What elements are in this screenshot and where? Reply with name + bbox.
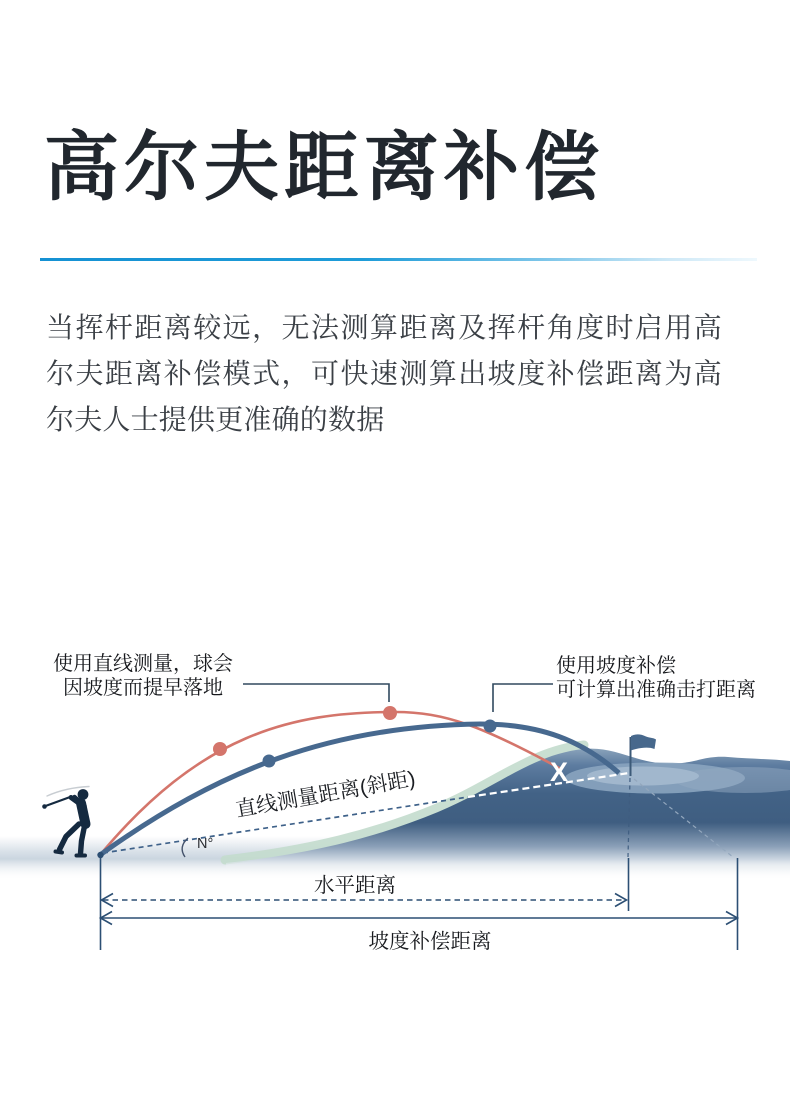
callout-slope-line2: 可计算出准确击打距离 bbox=[556, 678, 756, 701]
compensated-trajectory-dot bbox=[263, 755, 276, 768]
callout-straight-line2: 因坡度而提早落地 bbox=[63, 676, 223, 699]
horizontal-distance-label: 水平距离 bbox=[314, 874, 396, 897]
accent-divider bbox=[40, 258, 757, 261]
origin-dot bbox=[97, 852, 103, 858]
slope-compensated-distance-label: 坡度补偿距离 bbox=[368, 930, 492, 953]
landing-x-marker: X bbox=[550, 757, 569, 787]
slant-distance-label: 直线测量距离(斜距) bbox=[233, 767, 418, 822]
angle-label: N° bbox=[197, 836, 214, 852]
callout-straight-measure bbox=[44, 653, 242, 700]
callout-straight-line1: 使用直线测量，球会 bbox=[53, 653, 233, 675]
intro-paragraph: 当挥杆距离较远，无法测算距离及挥杆角度时启用高尔夫距离补偿模式，可快速测算出坡度补偿距离为高尔夫人士提供更准确的数据 bbox=[46, 312, 722, 435]
compensated-trajectory-dot2 bbox=[484, 720, 497, 733]
page-title: 高尔夫距离补偿 bbox=[44, 125, 605, 209]
callout-slope-line1: 使用坡度补偿 bbox=[556, 655, 676, 677]
callout-slope-compensation bbox=[556, 655, 756, 702]
straight-trajectory-peak-dot bbox=[383, 706, 397, 720]
compensated-distance-arrow bbox=[101, 912, 738, 925]
straight-trajectory-dot bbox=[213, 742, 227, 756]
callout-bracket-left bbox=[243, 684, 389, 702]
callout-bracket-right bbox=[493, 684, 553, 712]
